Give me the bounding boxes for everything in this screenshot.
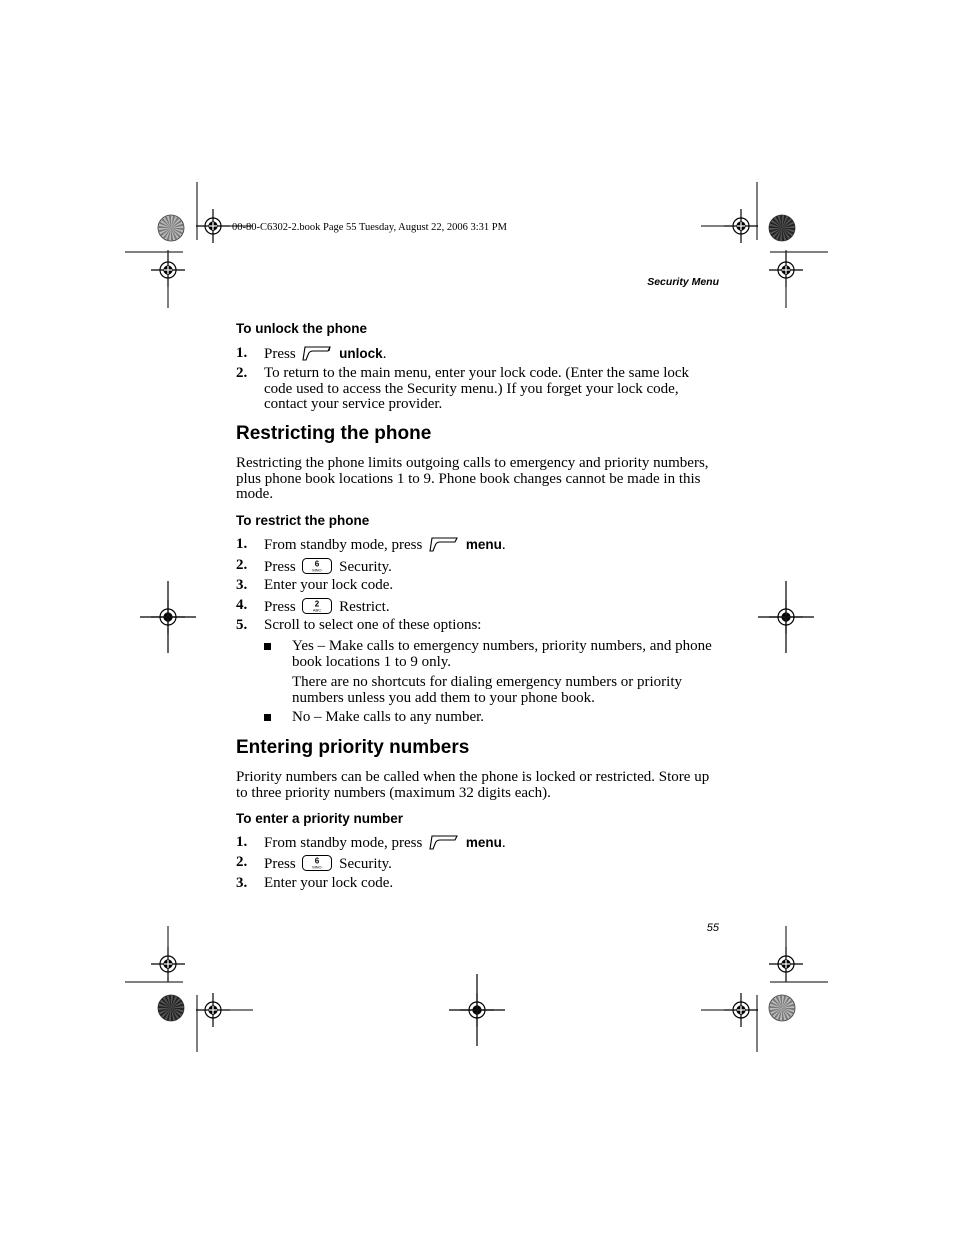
step-number: 5. <box>236 617 248 633</box>
step-text: Press <box>264 559 296 575</box>
priority-procedure-title: To enter a priority number <box>236 811 404 826</box>
registration-target-icon <box>769 947 803 981</box>
svg-text:ABC: ABC <box>313 607 322 613</box>
step-suffix: Security. <box>339 856 392 872</box>
keypad-6-icon <box>302 558 332 574</box>
step-number: 2. <box>236 854 248 870</box>
step-text: From standby mode, press <box>264 537 423 553</box>
note-text: There are no shortcuts for dialing emergency numbers or priority numbers unless you add them to your phone book. <box>292 674 683 706</box>
bullet-square-icon <box>264 714 271 721</box>
softkey-icon <box>429 537 459 552</box>
step-text: Press <box>264 856 296 872</box>
color-wedge-icon <box>158 215 184 241</box>
step-suffix: . <box>501 537 506 553</box>
softkey-label: menu <box>465 835 502 850</box>
section-heading-restricting: Restricting the phone <box>236 423 432 444</box>
step-text: To return to the main menu, enter your lock code. (Enter the same lock code used to access the Security menu.) If you forget your lock code, contact your service provider. <box>264 365 690 412</box>
step-number: 2. <box>236 557 248 573</box>
registration-target-icon <box>769 253 803 287</box>
color-wedge-icon <box>158 995 184 1021</box>
svg-text:MNO: MNO <box>312 864 323 870</box>
svg-text:2: 2 <box>315 599 320 609</box>
color-wedge-icon <box>769 215 795 241</box>
softkey-label: unlock <box>339 346 383 361</box>
step-suffix: Restrict. <box>339 599 390 615</box>
step-suffix: . <box>501 835 506 851</box>
step-text: Press <box>264 599 296 615</box>
softkey-label: menu <box>465 537 502 552</box>
page-number: 55 <box>706 922 719 934</box>
step-text: Press <box>264 346 296 362</box>
softkey-icon <box>302 346 332 361</box>
softkey-icon <box>429 835 459 850</box>
svg-text:MNO: MNO <box>312 567 323 573</box>
registration-target-icon <box>151 253 185 287</box>
option-text: No – Make calls to any number. <box>292 709 485 725</box>
step-number: 3. <box>236 577 248 593</box>
keypad-2-icon <box>302 598 332 614</box>
crosshair-lines <box>449 974 505 1046</box>
step-number: 4. <box>236 597 248 613</box>
restricting-intro: Restricting the phone limits outgoing calls to emergency and priority numbers, plus phone book locations 1 to 9. Phone book changes cannot be made in this mode. <box>236 455 709 502</box>
registration-target-icon <box>196 993 230 1027</box>
crosshair-lines <box>140 581 196 653</box>
registration-target-icon <box>724 993 758 1027</box>
option-text: Yes – Make calls to emergency numbers, priority numbers, and phone book locations 1 to 9 only. <box>292 638 712 670</box>
step-number: 1. <box>236 345 248 361</box>
color-wedge-icon <box>769 995 795 1021</box>
step-number: 1. <box>236 536 248 552</box>
bullet-square-icon <box>264 643 271 650</box>
registration-target-icon <box>196 209 230 243</box>
restrict-procedure-title: To restrict the phone <box>236 513 370 528</box>
step-text: Scroll to select one of these options: <box>264 617 482 633</box>
step-suffix: Security. <box>339 559 392 575</box>
file-info-line: 00-80-C6302-2.book Page 55 Tuesday, August 22, 2006 3:31 PM <box>232 222 507 233</box>
step-text: Enter your lock code. <box>264 875 394 891</box>
svg-text:6: 6 <box>315 559 320 569</box>
step-text: Enter your lock code. <box>264 577 394 593</box>
registration-target-icon <box>151 947 185 981</box>
svg-text:6: 6 <box>315 856 320 866</box>
crosshair-lines <box>758 581 814 653</box>
step-number: 2. <box>236 365 248 381</box>
priority-intro: Priority numbers can be called when the phone is locked or restricted. Store up to three priority numbers (maximum 32 digits each). <box>236 769 710 801</box>
section-heading-priority: Entering priority numbers <box>236 737 470 758</box>
step-suffix: . <box>382 346 387 362</box>
running-header: Security Menu <box>647 276 719 288</box>
step-number: 3. <box>236 875 248 891</box>
registration-target-icon <box>724 209 758 243</box>
step-number: 1. <box>236 834 248 850</box>
unlock-procedure-title: To unlock the phone <box>236 321 367 336</box>
step-text: From standby mode, press <box>264 835 423 851</box>
keypad-6-icon <box>302 855 332 871</box>
